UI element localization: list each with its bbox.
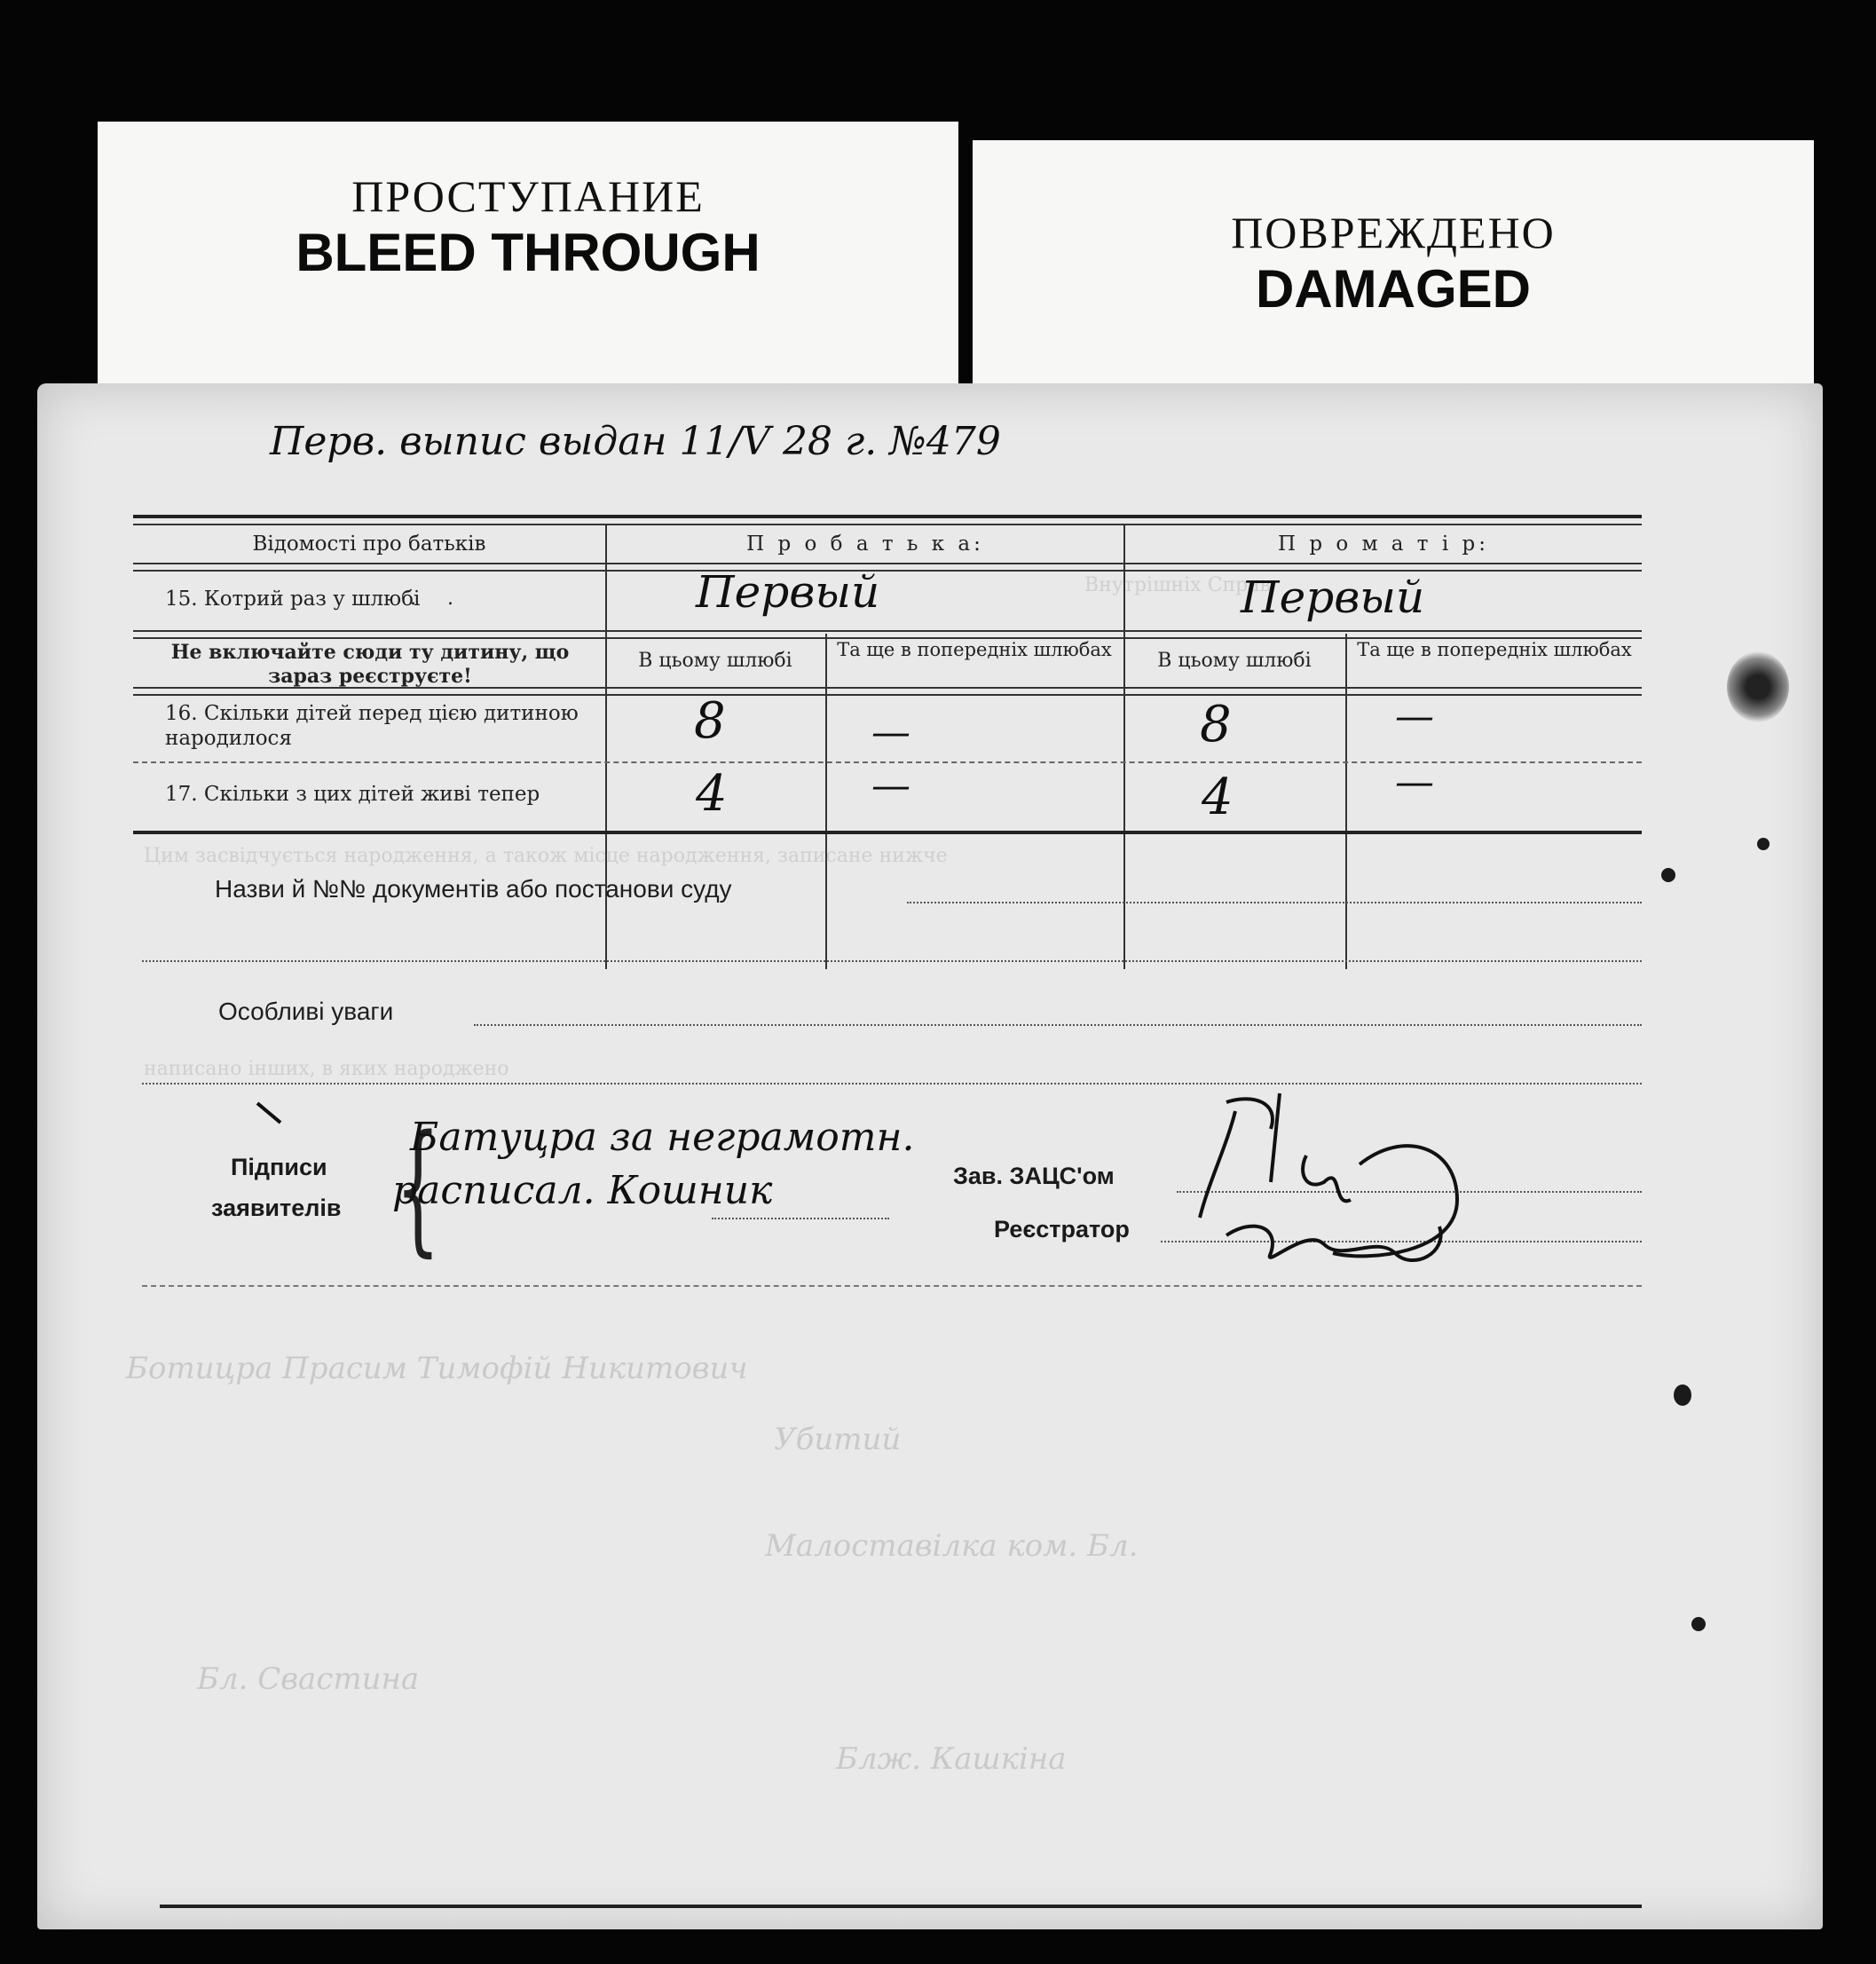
- damage-spot: [1674, 1384, 1691, 1406]
- table-column-divider: [825, 634, 827, 969]
- header-label: Відомості про батьків: [252, 532, 486, 556]
- mother-previous-header: Та ще в попередніх шлюбах: [1357, 639, 1632, 660]
- damage-spot: [1757, 838, 1770, 850]
- row16-father-this: 8: [694, 692, 726, 750]
- damaged-tag-en: DAMAGED: [1256, 259, 1531, 319]
- row16-mother-prev: —: [1395, 694, 1434, 739]
- documents-line: [142, 960, 1642, 962]
- subheader-note: Не включайте сюди ту дитину, що зараз реєструєте!: [170, 641, 570, 688]
- remarks-line: [474, 1024, 1642, 1026]
- table-divider: [133, 687, 1642, 689]
- row16-father-prev: —: [871, 710, 910, 755]
- damaged-tag-ru: ПОВРЕЖДЕНО: [1231, 208, 1556, 257]
- signatures-brace: {: [395, 1104, 441, 1270]
- documents-label: Назви й №№ документів або постанови суду: [215, 875, 732, 903]
- bleed-ghost: Бл. Свастина: [197, 1661, 420, 1697]
- bleed-through-tag: [98, 122, 958, 414]
- row16-mother-this: 8: [1200, 696, 1232, 753]
- registrar-signature: [1173, 1076, 1493, 1289]
- section-divider: [142, 1285, 1642, 1287]
- table-divider: [133, 630, 1642, 632]
- top-note: Перв. выпис выдан 11/V 28 г. №479: [270, 419, 1001, 464]
- bleed-ghost: написано інших, в яких народжено: [144, 1058, 509, 1080]
- row17-father-this: 4: [696, 765, 728, 823]
- table-column-divider: [1345, 634, 1347, 969]
- head-label: Зав. ЗАЦС'ом: [953, 1163, 1115, 1189]
- bottom-border: [160, 1905, 1642, 1908]
- header-mother: П р о м а т і р:: [1278, 532, 1489, 556]
- row17-father-prev: —: [871, 763, 910, 808]
- document-sheet: [37, 383, 1823, 1929]
- bleed-ghost: Малоставілка ком. Бл.: [765, 1528, 1139, 1564]
- documents-line: [907, 902, 1642, 903]
- table-top-border: [133, 515, 1642, 518]
- remarks-label: Особливі уваги: [218, 998, 394, 1025]
- signatures-label-1: Підписи: [231, 1154, 327, 1180]
- row17-mother-prev: —: [1395, 760, 1434, 805]
- row17-label: 17. Скільки з цих дітей живі тепер: [165, 783, 540, 806]
- table-bottom-border: [133, 831, 1642, 834]
- applicant-signature-line1: Батуцра за неграмотн.: [410, 1115, 915, 1160]
- header-father: П р о б а т ь к а:: [746, 532, 984, 556]
- applicant-signature-line2: расписал. Кошник: [392, 1168, 773, 1213]
- row15-label: 15. Котрий раз у шлюбі: [165, 588, 421, 611]
- bleed-ghost: Цим засвідчується народження, а також місце народження, записане нижче: [144, 845, 948, 867]
- tick-mark: [256, 1102, 282, 1124]
- row15-mother: Первый: [1241, 572, 1425, 623]
- damage-spot: [1691, 1617, 1706, 1631]
- damage-stain: [1727, 651, 1789, 722]
- row15-dots: . .: [410, 588, 453, 610]
- row17-mother-this: 4: [1202, 769, 1234, 826]
- father-this-marriage-header: В цьому шлюбі: [638, 650, 792, 672]
- damaged-tag: [973, 140, 1814, 424]
- father-previous-header: Та ще в попередніх шлюбах: [837, 639, 1112, 660]
- signature-line: [712, 1218, 889, 1219]
- bleed-through-tag-en: BLEED THROUGH: [296, 223, 761, 282]
- row16-label: 16. Скільки дітей перед цією дитиною народилося: [165, 702, 579, 750]
- bleed-ghost: Внутрішніх Справ: [1084, 574, 1271, 596]
- bleed-ghost: Убитий: [774, 1422, 902, 1457]
- table-top-border: [133, 524, 1642, 525]
- signatures-label-2: заявителів: [211, 1195, 342, 1221]
- damage-spot: [1661, 868, 1675, 882]
- bleed-ghost: Ботицра Прасим Тимофій Никитович: [126, 1351, 748, 1386]
- row15-father: Первый: [696, 566, 880, 618]
- table-divider: [133, 563, 1642, 564]
- mother-this-marriage-header: В цьому шлюбі: [1157, 650, 1312, 672]
- bleed-through-tag-ru: ПРОСТУПАНИЕ: [351, 171, 705, 221]
- registrar-label: Реєстратор: [994, 1216, 1130, 1242]
- bleed-ghost: Блж. Кашкіна: [836, 1741, 1067, 1777]
